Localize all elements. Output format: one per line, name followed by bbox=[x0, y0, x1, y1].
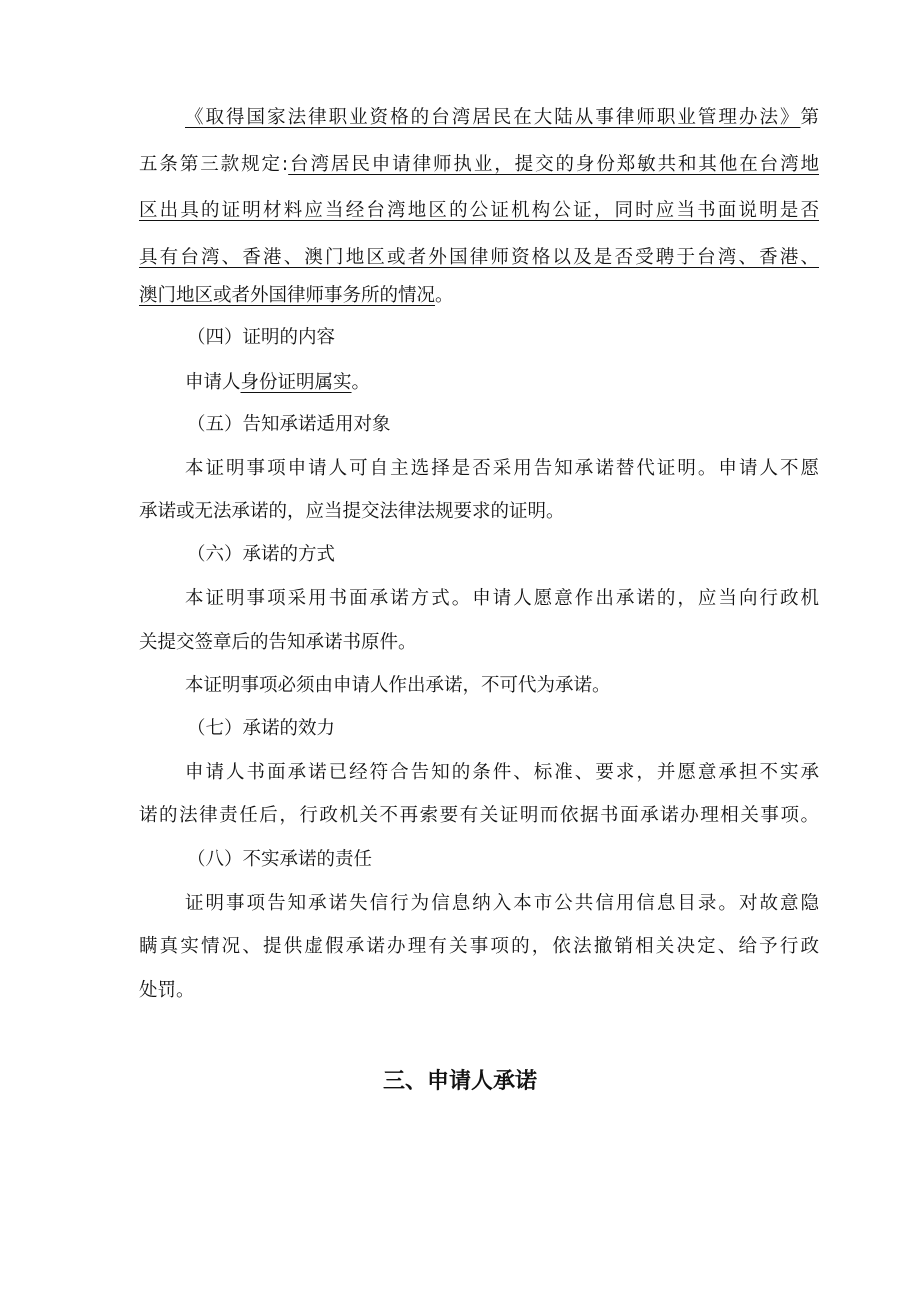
section-6-line-1: 本证明事项采用书面承诺方式。申请人愿意作出承诺的，应当向行政机 bbox=[185, 588, 819, 609]
section-7-heading: （七）承诺的效力 bbox=[187, 718, 336, 739]
law-title-suffix: 第 bbox=[800, 107, 819, 128]
law-paragraph-line-5 bbox=[139, 284, 819, 310]
law-clause-text: 台湾居民申请律师执业，提交的身份郑敏共和其他在台湾地 bbox=[288, 154, 819, 175]
section-6-line-3: 本证明事项必须由申请人作出承诺，不可代为承诺。 bbox=[185, 675, 611, 696]
law-paragraph-line-3: 区出具的证明材料应当经台湾地区的公证机构公证，同时应当书面说明是否 bbox=[139, 200, 819, 221]
section-title: 三、申请人承诺 bbox=[382, 1069, 537, 1094]
section-4-period: 。 bbox=[351, 372, 371, 393]
section-4-prefix: 申请人 bbox=[185, 372, 241, 393]
section-6-heading: （六）承诺的方式 bbox=[187, 544, 336, 565]
section-8-line-2: 瞒真实情况、提供虚假承诺办理有关事项的，依法撤销相关决定、给予行政 bbox=[139, 936, 819, 957]
section-4-text bbox=[185, 371, 819, 397]
section-5-line-1: 本证明事项申请人可自主选择是否采用告知承诺替代证明。申请人不愿 bbox=[185, 458, 819, 479]
law-clause-end: 澳门地区或者外国律师事务所的情况 bbox=[139, 285, 436, 306]
section-4-underlined: 身份证明属实 bbox=[240, 372, 352, 393]
law-paragraph-line-4: 具有台湾、香港、澳门地区或者外国律师资格以及是否受聘于台湾、香港、 bbox=[139, 247, 819, 268]
section-6-line-2: 关提交签章后的告知承诺书原件。 bbox=[139, 632, 417, 653]
section-8-line-1: 证明事项告知承诺失信行为信息纳入本市公共信用信息目录。对故意隐 bbox=[185, 893, 819, 914]
section-5-heading: （五）告知承诺适用对象 bbox=[187, 414, 391, 435]
law-paragraph-line-2 bbox=[139, 153, 819, 179]
law-period: 。 bbox=[435, 285, 454, 306]
section-8-line-3: 处罚。 bbox=[139, 980, 195, 1001]
section-7-line-1: 申请人书面承诺已经符合告知的条件、标准、要求，并愿意承担不实承 bbox=[185, 762, 819, 783]
section-4-heading: （四）证明的内容 bbox=[187, 327, 336, 348]
section-8-heading: （八）不实承诺的责任 bbox=[187, 849, 373, 870]
section-5-line-2: 承诺或无法承诺的，应当提交法律法规要求的证明。 bbox=[139, 501, 565, 522]
law-paragraph-line-1 bbox=[185, 106, 819, 132]
section-7-line-2: 诺的法律责任后，行政机关不再索要有关证明而依据书面承诺办理相关事项。 bbox=[139, 805, 819, 826]
law-clause-prefix: 五条第三款规定: bbox=[139, 154, 289, 175]
law-title-reference: 《取得国家法律职业资格的台湾居民在大陆从事律师职业管理办法》 bbox=[185, 107, 801, 128]
